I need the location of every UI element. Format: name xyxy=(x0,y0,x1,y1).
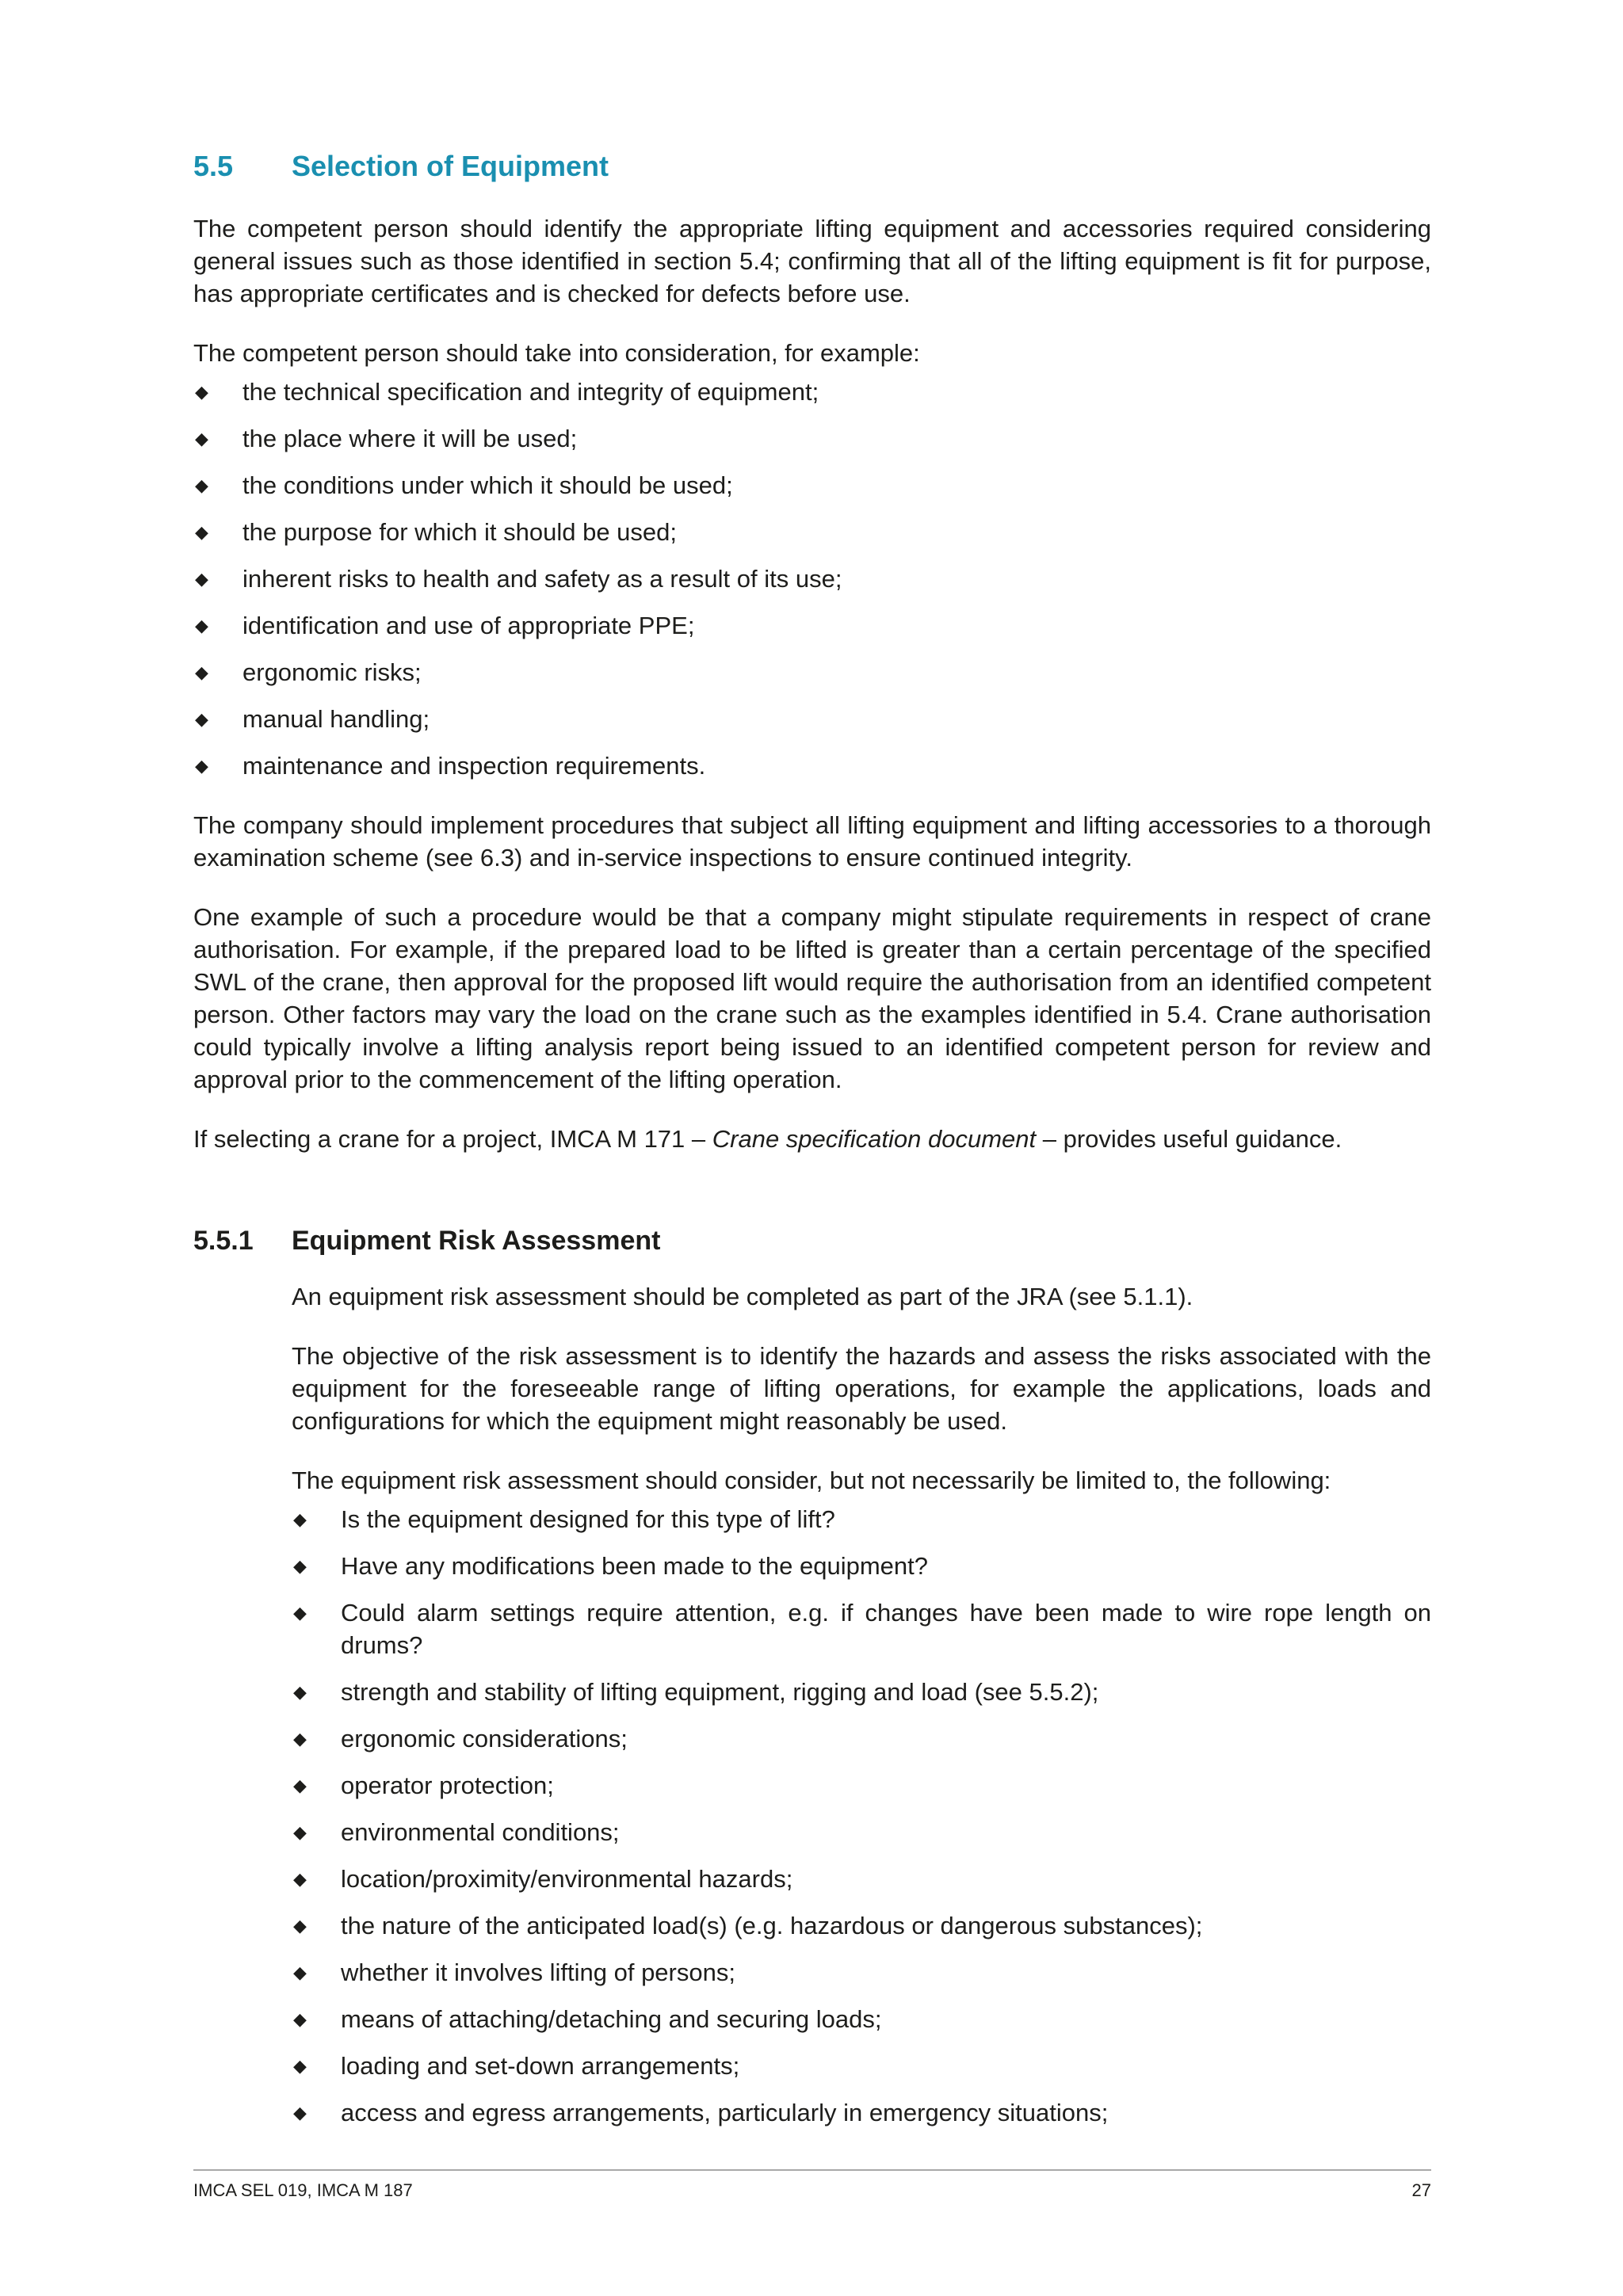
page-number: 27 xyxy=(1411,2180,1431,2200)
list-item: ◆ the nature of the anticipated load(s) (e.g. hazardous or dangerous substances); xyxy=(292,1909,1431,1942)
list-item: ◆ environmental conditions; xyxy=(292,1816,1431,1848)
section-number: 5.5 xyxy=(193,150,234,182)
diamond-bullet-icon: ◆ xyxy=(195,522,208,542)
list-item: ◆ identification and use of appropriate PPE; xyxy=(193,609,1431,642)
diamond-bullet-icon: ◆ xyxy=(293,1775,307,1795)
diamond-bullet-icon: ◆ xyxy=(195,756,208,776)
section-paragraph-5: If selecting a crane for a project, IMCA M 171 – Crane specification document – provides useful guidance. xyxy=(193,1125,1342,1153)
diamond-bullet-icon: ◆ xyxy=(195,475,208,495)
subsection-paragraph-2: The objective of the risk assessment is to identify the hazards and assess the risks associated with the equipment for the foreseeable range of lifting operations, for example the applications, loads and configurations for which the equipment might reasonably be used. xyxy=(292,1342,1431,1435)
document-reference-title: Crane specification document xyxy=(712,1125,1037,1153)
diamond-bullet-icon: ◆ xyxy=(293,2056,307,2076)
footer-document-ref: IMCA SEL 019, IMCA M 187 xyxy=(193,2180,413,2200)
list-item: ◆ whether it involves lifting of persons; xyxy=(292,1956,1431,1989)
consideration-list xyxy=(193,376,1431,782)
list-item: ◆ inherent risks to health and safety as a result of its use; xyxy=(193,563,1431,595)
diamond-bullet-icon: ◆ xyxy=(293,1509,307,1529)
risk-assessment-list xyxy=(292,1503,1431,2129)
list-item: ◆ Have any modifications been made to the equipment? xyxy=(292,1550,1431,1582)
list-item: ◆ Could alarm settings require attention, e.g. if changes have been made to wire rope length on drums? xyxy=(292,1596,1431,1661)
page-footer xyxy=(193,2169,1431,2201)
section-heading xyxy=(193,143,1431,190)
section-paragraph-2: The competent person should take into consideration, for example: xyxy=(193,339,920,367)
list-item: ◆ loading and set-down arrangements; xyxy=(292,2050,1431,2082)
list-item: ◆ maintenance and inspection requirements. xyxy=(193,749,1431,782)
diamond-bullet-icon: ◆ xyxy=(293,1822,307,1842)
list-item: ◆ the purpose for which it should be used; xyxy=(193,516,1431,548)
subsection-paragraph-1: An equipment risk assessment should be completed as part of the JRA (see 5.1.1). xyxy=(292,1283,1193,1310)
subsection-number: 5.5.1 xyxy=(193,1226,254,1256)
list-item: ◆ operator protection; xyxy=(292,1769,1431,1802)
diamond-bullet-icon: ◆ xyxy=(293,1962,307,1982)
document-page xyxy=(193,143,1431,2156)
section-paragraph-1: The competent person should identify the appropriate lifting equipment and accessories required considering general issues such as those identified in section 5.4; confirming that all of the lifting equipment is fit for purpose, has appropriate certificates and is checked for defects before use. xyxy=(193,215,1431,307)
list-item: ◆ the place where it will be used; xyxy=(193,422,1431,455)
diamond-bullet-icon: ◆ xyxy=(293,1869,307,1889)
list-item: ◆ ergonomic considerations; xyxy=(292,1722,1431,1755)
subsection-title: Equipment Risk Assessment xyxy=(292,1226,661,1256)
diamond-bullet-icon: ◆ xyxy=(293,1729,307,1749)
subsection-paragraph-3: The equipment risk assessment should consider, but not necessarily be limited to, the following: xyxy=(292,1466,1331,1494)
diamond-bullet-icon: ◆ xyxy=(195,382,208,402)
section-paragraph-4: One example of such a procedure would be that a company might stipulate requirements in respect of crane authorisation. For example, if the prepared load to be lifted is greater than a certain percentage of the specified SWL of the crane, then approval for the proposed lift would require the authorisation from an identified competent person. Other factors may vary the load on the crane such as the examples identified in 5.4. Crane authorisation could typically involve a lifting analysis report being issued to an identified competent person for review and approval prior to the commencement of the lifting operation. xyxy=(193,903,1431,1093)
diamond-bullet-icon: ◆ xyxy=(293,1916,307,1936)
diamond-bullet-icon: ◆ xyxy=(195,662,208,682)
list-item: ◆ the conditions under which it should be used; xyxy=(193,469,1431,502)
list-item: ◆ means of attaching/detaching and securing loads; xyxy=(292,2003,1431,2035)
diamond-bullet-icon: ◆ xyxy=(195,709,208,729)
list-item: ◆ manual handling; xyxy=(193,703,1431,735)
section-paragraph-3: The company should implement procedures that subject all lifting equipment and lifting accessories to a thorough examination scheme (see 6.3) and in-service inspections to ensure continued integrity. xyxy=(193,811,1431,871)
diamond-bullet-icon: ◆ xyxy=(195,429,208,448)
list-item: ◆ location/proximity/environmental hazards; xyxy=(292,1863,1431,1895)
diamond-bullet-icon: ◆ xyxy=(293,1682,307,1702)
list-item: ◆ strength and stability of lifting equipment, rigging and load (see 5.5.2); xyxy=(292,1676,1431,1708)
diamond-bullet-icon: ◆ xyxy=(195,569,208,589)
diamond-bullet-icon: ◆ xyxy=(293,2103,307,2122)
subsection-heading xyxy=(193,1219,1431,1263)
section-title: Selection of Equipment xyxy=(292,150,609,182)
list-item: ◆ ergonomic risks; xyxy=(193,656,1431,688)
list-item: ◆ access and egress arrangements, particularly in emergency situations; xyxy=(292,2096,1431,2129)
list-item: ◆ the technical specification and integrity of equipment; xyxy=(193,376,1431,408)
list-item: ◆ Is the equipment designed for this type of lift? xyxy=(292,1503,1431,1535)
subsection-body xyxy=(292,1280,1431,2129)
diamond-bullet-icon: ◆ xyxy=(293,2009,307,2029)
diamond-bullet-icon: ◆ xyxy=(195,616,208,635)
diamond-bullet-icon: ◆ xyxy=(293,1603,307,1623)
diamond-bullet-icon: ◆ xyxy=(293,1556,307,1576)
